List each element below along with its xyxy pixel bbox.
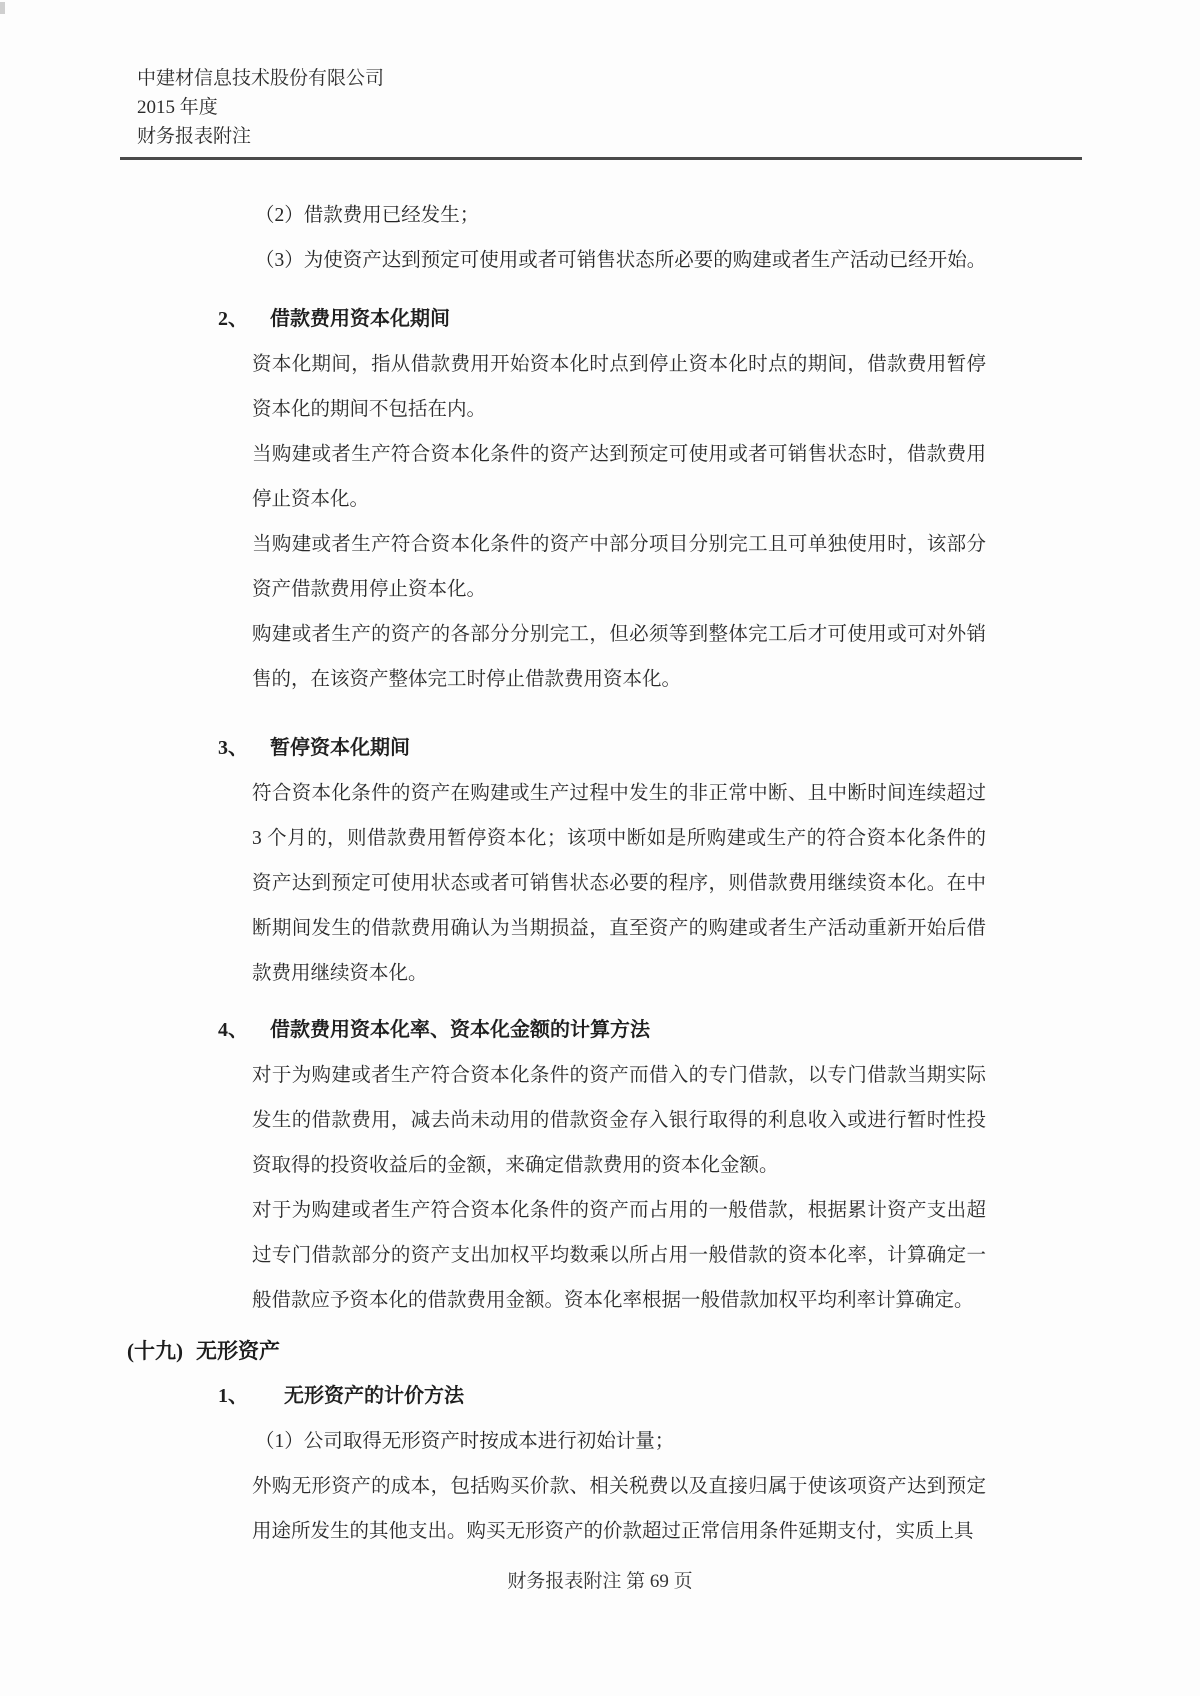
paragraph: 当购建或者生产符合资本化条件的资产中部分项目分别完工且可单独使用时，该部分资产借款费用停止资本化。	[252, 534, 986, 600]
section-number: 2、	[218, 308, 248, 330]
section-heading-capitalization-rate-method	[218, 1008, 1200, 1053]
document-header	[0, 0, 1200, 151]
paragraph: 资本化期间，指从借款费用开始资本化时点到停止资本化时点的期间，借款费用暂停资本化的期间不包括在内。	[252, 354, 986, 420]
paragraph: 当购建或者生产符合资本化条件的资产达到预定可使用或者可销售状态时，借款费用停止资本化。	[252, 444, 986, 510]
subsection-title: 无形资产的计价方法	[284, 1385, 464, 1407]
section-body	[252, 771, 986, 996]
section-body	[252, 1053, 986, 1323]
chapter-number: (十九)	[127, 1339, 183, 1363]
intro-list	[0, 193, 1200, 283]
header-company-name: 中建材信息技术股份有限公司	[137, 68, 385, 89]
section-title: 借款费用资本化期间	[270, 308, 450, 330]
paragraph: 符合资本化条件的资产在购建或生产过程中发生的非正常中断、且中断时间连续超过 3 个月的，则借款费用暂停资本化；该项中断如是所购建或生产的符合资本化条件的资产达到预定可使用状态或者可销售状态必要的程序，则借款费用继续资本化。在中断期间发生的借款费用确认为当期损益，直至资产的购建或者生产活动重新开始后借款费用继续资本化。	[252, 783, 986, 984]
scan-artifact-top-left	[0, 2, 5, 14]
chapter-heading-intangible-assets	[127, 1329, 1200, 1374]
subsection-heading-valuation-method	[218, 1374, 1200, 1419]
section-title: 借款费用资本化率、资本化金额的计算方法	[270, 1019, 650, 1041]
paragraph: 购建或者生产的资产的各部分分别完工，但必须等到整体完工后才可使用或可对外销售的，在该资产整体完工时停止借款费用资本化。	[252, 624, 986, 690]
footer-page-label: 财务报表附注 第 69 页	[507, 1571, 693, 1592]
header-document-title: 财务报表附注	[137, 126, 252, 147]
section-title: 暂停资本化期间	[270, 737, 410, 759]
section-heading-capitalization-period	[218, 297, 1200, 342]
header-report-period: 2015 年度	[137, 97, 218, 118]
intro-list-item: （3）为使资产达到预定可使用或者可销售状态所必要的购建或者生产活动已经开始。	[255, 250, 987, 271]
section-number: 3、	[218, 737, 248, 759]
paragraph: 对于为购建或者生产符合资本化条件的资产而借入的专门借款，以专门借款当期实际发生的借款费用，减去尚未动用的借款资金存入银行取得的利息收入或进行暂时性投资取得的投资收益后的金额，来确定借款费用的资本化金额。	[252, 1065, 986, 1176]
subsection-body	[252, 1464, 986, 1554]
section-body	[252, 342, 986, 702]
paragraph: 对于为购建或者生产符合资本化条件的资产而占用的一般借款，根据累计资产支出超过专门借款部分的资产支出加权平均数乘以所占用一般借款的资本化率，计算确定一般借款应予资本化的借款费用金额。资本化率根据一般借款加权平均利率计算确定。	[252, 1200, 986, 1311]
subsection-list-item: （1）公司取得无形资产时按成本进行初始计量；	[255, 1431, 675, 1452]
chapter-title: 无形资产	[196, 1339, 280, 1363]
section-number: 4、	[218, 1019, 248, 1041]
page-footer	[0, 1566, 1200, 1593]
paragraph: 外购无形资产的成本，包括购买价款、相关税费以及直接归属于使该项资产达到预定用途所发生的其他支出。购买无形资产的价款超过正常信用条件延期支付，实质上具	[252, 1476, 986, 1542]
intro-list-item: （2）借款费用已经发生；	[255, 205, 480, 226]
section-heading-suspension-period	[218, 726, 1200, 771]
subsection-number: 1、	[218, 1385, 248, 1407]
header-divider-rule	[120, 157, 1082, 160]
